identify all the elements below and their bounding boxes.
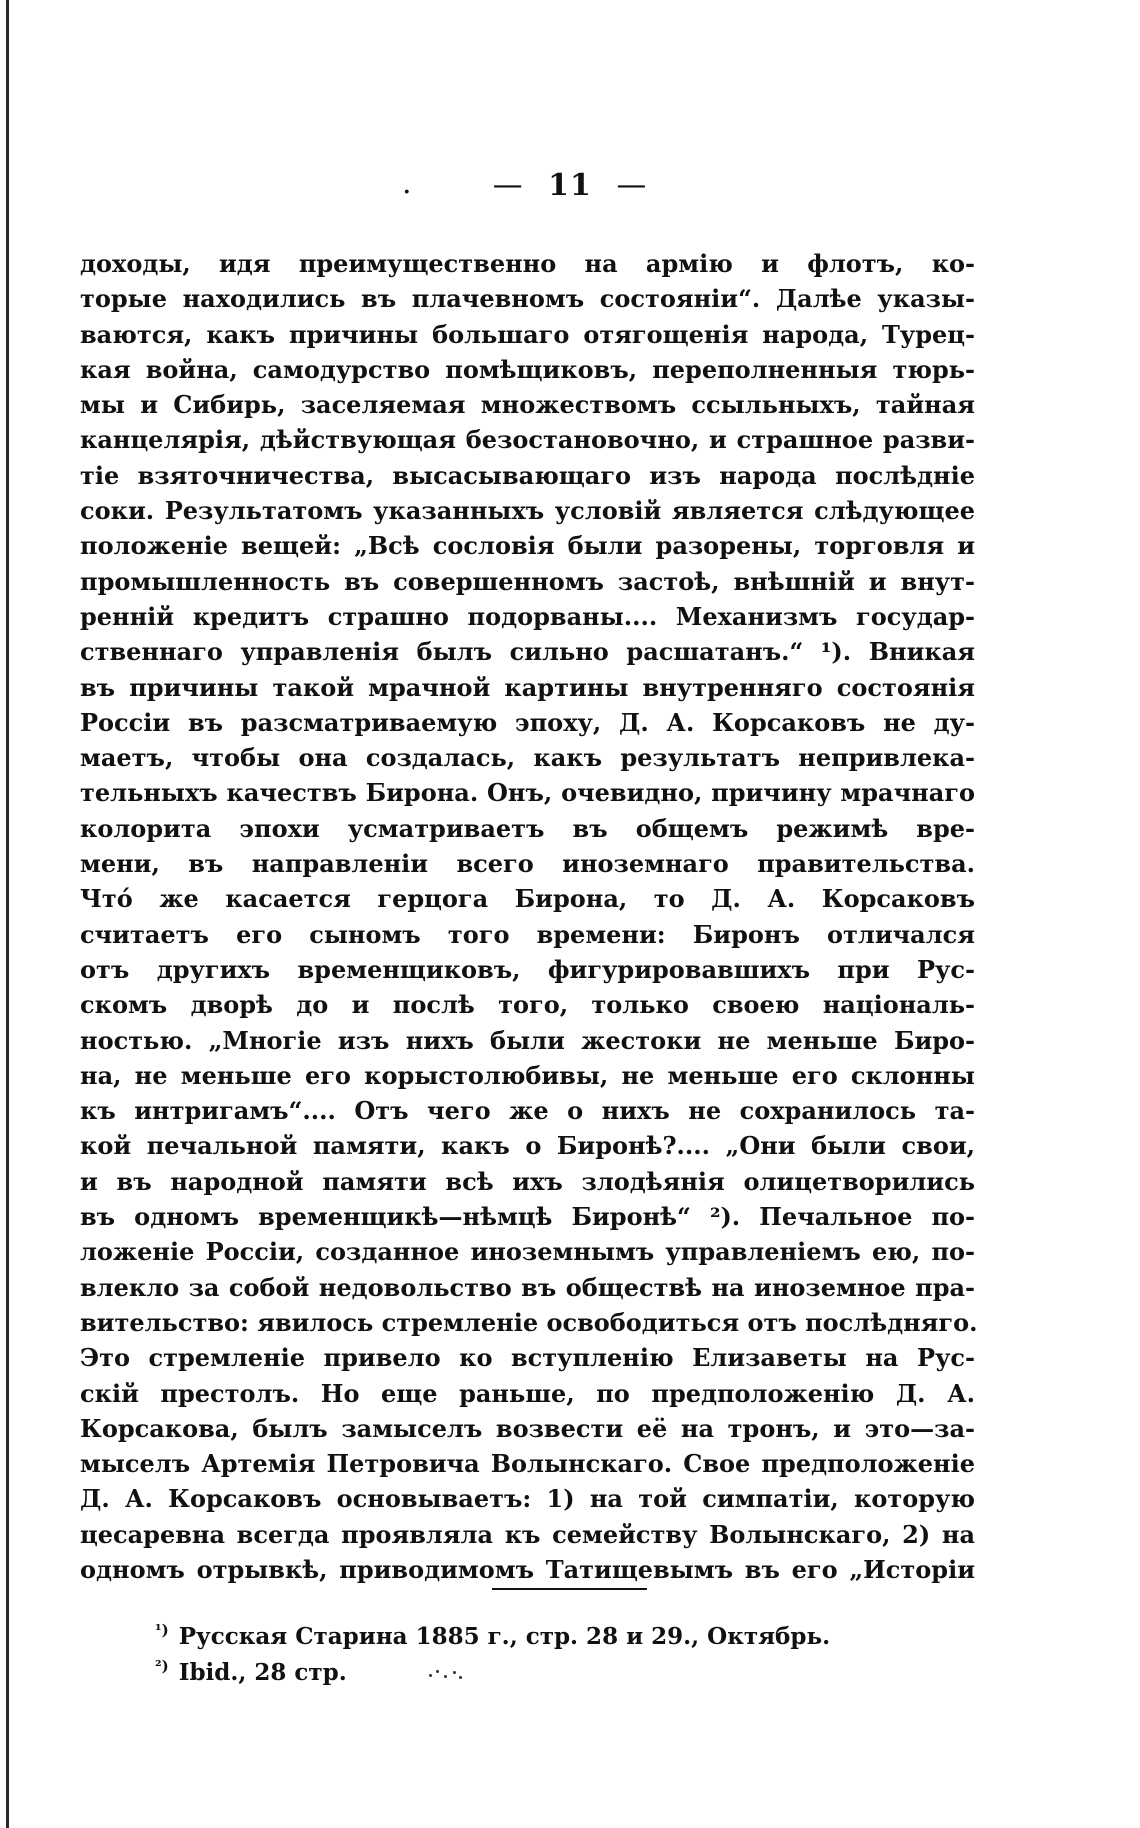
footnote-text: Ibid., 28 стр. <box>178 1659 347 1686</box>
text-line: въ одномъ временщикѣ—нѣмцѣ Биронѣ“ ²). Печальное по- <box>80 1202 975 1232</box>
text-line: ственнаго управленія былъ сильно расшатанъ.“ ¹). Вникая <box>80 637 975 667</box>
page-number-dash-right: — <box>616 168 648 203</box>
text-line: доходы, идя преимущественно на армію и флотъ, ко- <box>80 249 975 278</box>
text-line: Корсакова, былъ замыселъ возвести её на тронъ, и это—за- <box>80 1413 975 1443</box>
text-line: соки. Результатомъ указанныхъ условій является слѣдующее <box>80 496 975 526</box>
text-line: въ причины такой мрачной картины внутренняго состоянія <box>80 672 975 702</box>
text-line: Д. А. Корсаковъ основываетъ: 1) на той симпатіи, которую <box>80 1484 975 1514</box>
page-number-dash-left: — <box>492 168 524 203</box>
text-line: на, не меньше его корыстолюбивы, не меньше его склонны <box>80 1060 975 1090</box>
footnote-1 <box>155 1612 975 1648</box>
scan-edge <box>6 0 9 1828</box>
text-line: скомъ дворѣ до и послѣ того, только своею національ- <box>80 990 975 1020</box>
text-line: ностью. „Многіе изъ нихъ были жестоки не меньше Биро- <box>80 1025 975 1055</box>
footnote-marker: ¹) <box>155 1621 169 1639</box>
ink-speck <box>429 1674 432 1677</box>
text-line: цесаревна всегда проявляла къ семейству Волынскаго, 2) на <box>80 1519 975 1549</box>
ink-speck <box>453 1671 456 1674</box>
text-line: мы и Сибирь, заселяемая множествомъ ссыльныхъ, тайная <box>80 390 975 420</box>
text-line: кая война, самодурство помѣщиковъ, переполненныя тюрь- <box>80 354 975 384</box>
body-text <box>80 246 978 1587</box>
text-line: влекло за собой недовольство въ обществѣ на иноземное пра- <box>80 1272 975 1302</box>
ink-speck <box>436 1670 439 1673</box>
footnote-text: Русская Старина 1885 г., стр. 28 и 29., Октябрь. <box>178 1623 831 1650</box>
text-line: положеніе вещей: „Всѣ сословія были разорены, торговля и <box>80 531 975 561</box>
text-line: и въ народной памяти всѣ ихъ злодѣянія олицетворились <box>80 1166 975 1196</box>
ink-smudge <box>427 1666 463 1682</box>
text-line: колорита эпохи усматриваетъ въ общемъ режимѣ вре- <box>80 813 975 843</box>
text-line: считаетъ его сыномъ того времени: Биронъ отличался <box>80 919 975 949</box>
ink-speck <box>444 1675 447 1678</box>
text-line: вительство: явилось стремленіе освободиться отъ послѣдняго. <box>80 1307 978 1337</box>
footnote-marker: ²) <box>155 1657 169 1675</box>
text-line: промышленность въ совершенномъ застоѣ, внѣшній и внут- <box>80 566 975 596</box>
page-number-dot: . <box>402 166 413 201</box>
text-line: тельныхъ качествъ Бирона. Онъ, очевидно, причину мрачнаго <box>80 778 975 808</box>
text-line: одномъ отрывкѣ, приводимомъ Татищевымъ въ его „Исторіи <box>80 1554 975 1584</box>
text-line: мени, въ направленіи всего иноземнаго правительства. <box>80 849 975 879</box>
footnote-2 <box>155 1648 975 1684</box>
text-line: скій престолъ. Но еще раньше, по предположенію Д. А. <box>80 1378 975 1408</box>
text-line: тіе взяточничества, высасывающаго изъ народа послѣдніе <box>80 460 975 490</box>
text-line: канцелярія, дѣйствующая безостановочно, и страшное разви- <box>80 425 975 455</box>
text-line: торые находились въ плачевномъ состояніи“. Далѣе указы- <box>80 284 975 314</box>
text-line: Россіи въ разсматриваемую эпоху, Д. А. Корсаковъ не ду- <box>80 707 975 737</box>
text-line: мыселъ Артемія Петровича Волынскаго. Свое предположеніе <box>80 1449 975 1479</box>
page-number: 11 <box>548 168 592 203</box>
text-line: ренній кредитъ страшно подорваны.... Механизмъ государ- <box>80 601 975 631</box>
ink-speck <box>459 1676 462 1679</box>
text-line: къ интригамъ“.... Отъ чего же о нихъ не сохранилось та- <box>80 1096 975 1126</box>
text-line: ложеніе Россіи, созданное иноземнымъ управленіемъ ею, по- <box>80 1237 975 1267</box>
footnotes <box>155 1612 975 1684</box>
text-line: отъ другихъ временщиковъ, фигурировавшихъ при Рус- <box>80 954 975 984</box>
footnote-divider <box>492 1588 647 1590</box>
text-line: Это стремленіе привело ко вступленію Елизаветы на Рус- <box>80 1343 975 1373</box>
page-number-header <box>0 168 1140 203</box>
text-line: ваются, какъ причины большаго отягощенія народа, Турец- <box>80 319 975 349</box>
text-line: Что́ же касается герцога Бирона, то Д. А. Корсаковъ <box>80 884 975 914</box>
text-line: кой печальной памяти, какъ о Биронѣ?.... „Они были свои, <box>80 1131 975 1161</box>
text-line: маетъ, чтобы она создалась, какъ результатъ непривлека- <box>80 743 975 773</box>
